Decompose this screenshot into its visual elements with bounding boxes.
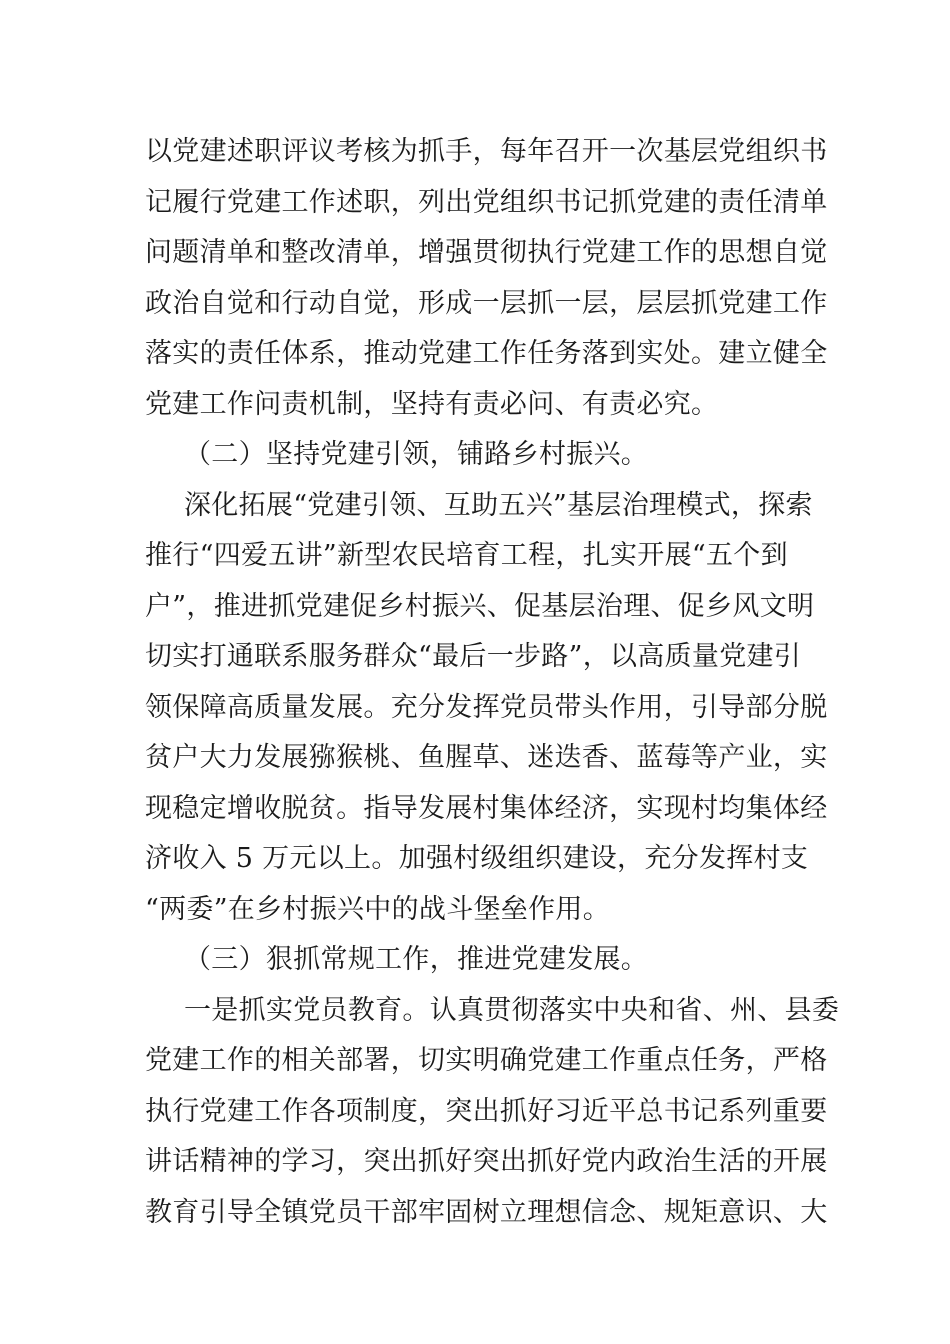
- section-heading: （二）坚持党建引领，铺路乡村振兴。: [184, 439, 649, 470]
- text-line: 贫户大力发展猕猴桃、鱼腥草、迷迭香、蓝莓等产业，实: [145, 742, 828, 773]
- document-body: [145, 127, 840, 1238]
- text-line: 记履行党建工作述职，列出党组织书记抓党建的责任清单: [145, 186, 828, 218]
- text-line: 济收入 5 万元以上。加强村级组织建设，充分发挥村支: [145, 843, 809, 874]
- text-line: 讲话精神的学习，突出抓好突出抓好党内政治生活的开展: [145, 1146, 828, 1177]
- text-line: 党建工作问责机制，坚持有责必问、有责必究。: [145, 388, 719, 420]
- text-line: 政治自觉和行动自觉，形成一层抓一层，层层抓党建工作: [145, 287, 828, 319]
- text-line: 切实打通联系服务群众“最后一步路”，以高质量党建引: [145, 641, 802, 672]
- text-line: 一是抓实党员教育。认真贯彻落实中央和省、州、县委: [184, 994, 840, 1026]
- text-line: 问题清单和整改清单，增强贯彻执行党建工作的思想自觉: [145, 237, 828, 268]
- text-line: “两委”在乡村振兴中的战斗堡垒作用。: [145, 893, 611, 925]
- text-line: 落实的责任体系，推动党建工作任务落到实处。建立健全: [145, 338, 828, 369]
- text-line: 现稳定增收脱贫。指导发展村集体经济，实现村均集体经: [145, 792, 828, 824]
- text-line: 领保障高质量发展。充分发挥党员带头作用，引导部分脱: [145, 691, 828, 723]
- section-heading: （三）狠抓常规工作，推进党建发展。: [184, 944, 649, 975]
- text-line: 深化拓展“党建引领、互助五兴”基层治理模式，探索: [184, 489, 813, 521]
- text-line: 执行党建工作各项制度，突出抓好习近平总书记系列重要: [145, 1095, 828, 1127]
- text-line: 推行“四爱五讲”新型农民培育工程，扎实开展“五个到: [145, 540, 788, 571]
- text-line: 户”，推进抓党建促乡村振兴、促基层治理、促乡风文明: [145, 590, 815, 622]
- text-line: 教育引导全镇党员干部牢固树立理想信念、规矩意识、大: [145, 1196, 828, 1228]
- text-line: 以党建述职评议考核为抓手，每年召开一次基层党组织书: [145, 136, 828, 167]
- text-line: 党建工作的相关部署，切实明确党建工作重点任务，严格: [145, 1045, 828, 1076]
